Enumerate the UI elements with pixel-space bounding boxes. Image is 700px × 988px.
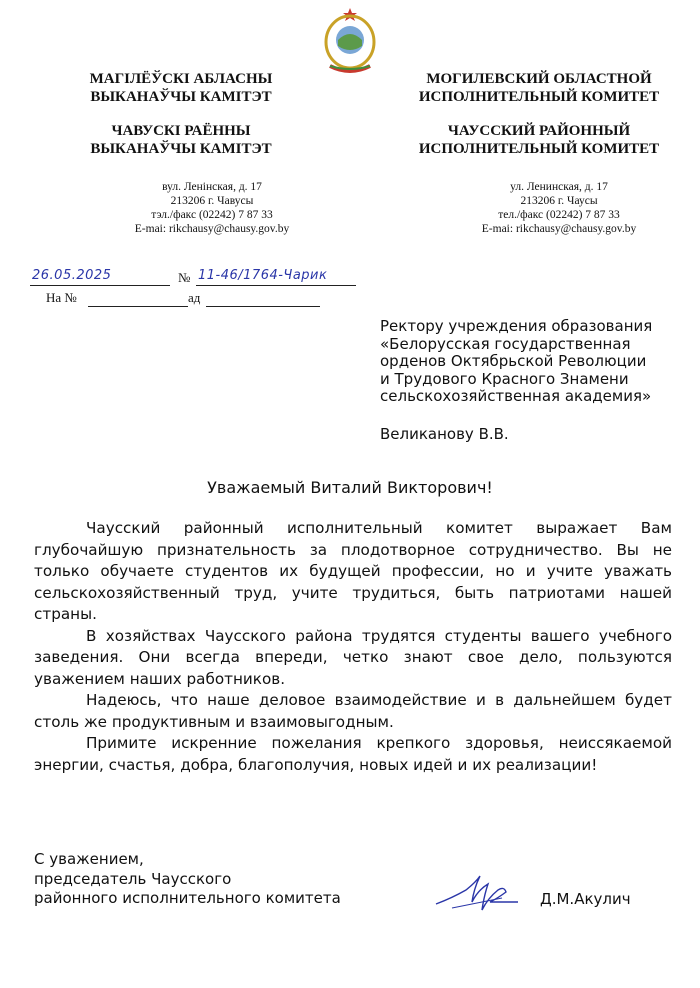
reference-mid: ад [188, 290, 201, 305]
org-district-by: ЧАВУСКІ РАЁННЫ ВЫКАНАЎЧЫ КАМІТЭТ [90, 123, 272, 157]
recipient-line: и Трудового Красного Знамени [380, 369, 629, 388]
paragraph: Примите искренние пожелания крепкого здоровья, неиссякаемой энергии, счастья, добра, благополучия, новых идей и их реализации! [34, 734, 672, 774]
header-right [404, 70, 674, 236]
header-left [46, 70, 316, 236]
salutation: Уважаемый Виталий Викторович! [207, 478, 493, 497]
outgoing-date: 26.05.2025 [32, 268, 112, 283]
closing-block: С уважением, председатель Чаусского районного исполнительного комитета [34, 850, 341, 907]
letter-body [34, 518, 672, 776]
signature-icon [432, 868, 522, 918]
state-emblem-icon [322, 6, 378, 74]
recipient-block [380, 318, 680, 443]
reference-label: На № [46, 290, 77, 305]
paragraph: Чаусский районный исполнительный комитет выражает Вам глубочайшую признательность за плодотворное сотрудничество. Вы не только обучаете студентов их будущей профессии, но и учите уважать сельскохозяйственный труд, учите трудиться, быть патриотами нашей страны. [34, 519, 672, 623]
address-by: вул. Ленінская, д. 17 213206 г. Чавусы тэл./факс (02242) 7 87 33 E-mai: rikchausy@chausy.gov.by [134, 181, 290, 235]
org-region-ru: МОГИЛЕВСКИЙ ОБЛАСТНОЙ ИСПОЛНИТЕЛЬНЫЙ КОМИТЕТ [418, 71, 660, 105]
outgoing-number: 11-46/1764-Чарик [198, 268, 328, 283]
registration-block [26, 268, 356, 305]
recipient-name: Великанову В.В. [380, 424, 509, 443]
number-label: № [178, 270, 191, 285]
org-region-by: МАГІЛЁЎСКІ АБЛАСНЫ ВЫКАНАЎЧЫ КАМІТЭТ [89, 71, 273, 105]
org-district-ru: ЧАУССКИЙ РАЙОННЫЙ ИСПОЛНИТЕЛЬНЫЙ КОМИТЕТ [418, 123, 660, 157]
paragraph: В хозяйствах Чаусского района трудятся студенты вашего учебного заведения. Они всегда впереди, четко знают свое дело, пользуются уважением наших работников. [34, 626, 672, 688]
recipient-line: «Белорусская государственная [380, 334, 631, 353]
recipient-line: Ректору учреждения образования [380, 317, 653, 335]
signer-name: Д.М.Акулич [540, 890, 631, 908]
paragraph: Надеюсь, что наше деловое взаимодействие и в дальнейшем будет столь же продуктивным и взаимовыгодным. [34, 691, 672, 731]
recipient-line: сельскохозяйственная академия» [380, 387, 652, 405]
address-ru: ул. Ленинская, д. 17 213206 г. Чаусы тел./факс (02242) 7 87 33 E-mai: rikchausy@chausy.gov.by [481, 181, 637, 235]
recipient-line: орденов Октябрьской Революции [380, 352, 647, 370]
